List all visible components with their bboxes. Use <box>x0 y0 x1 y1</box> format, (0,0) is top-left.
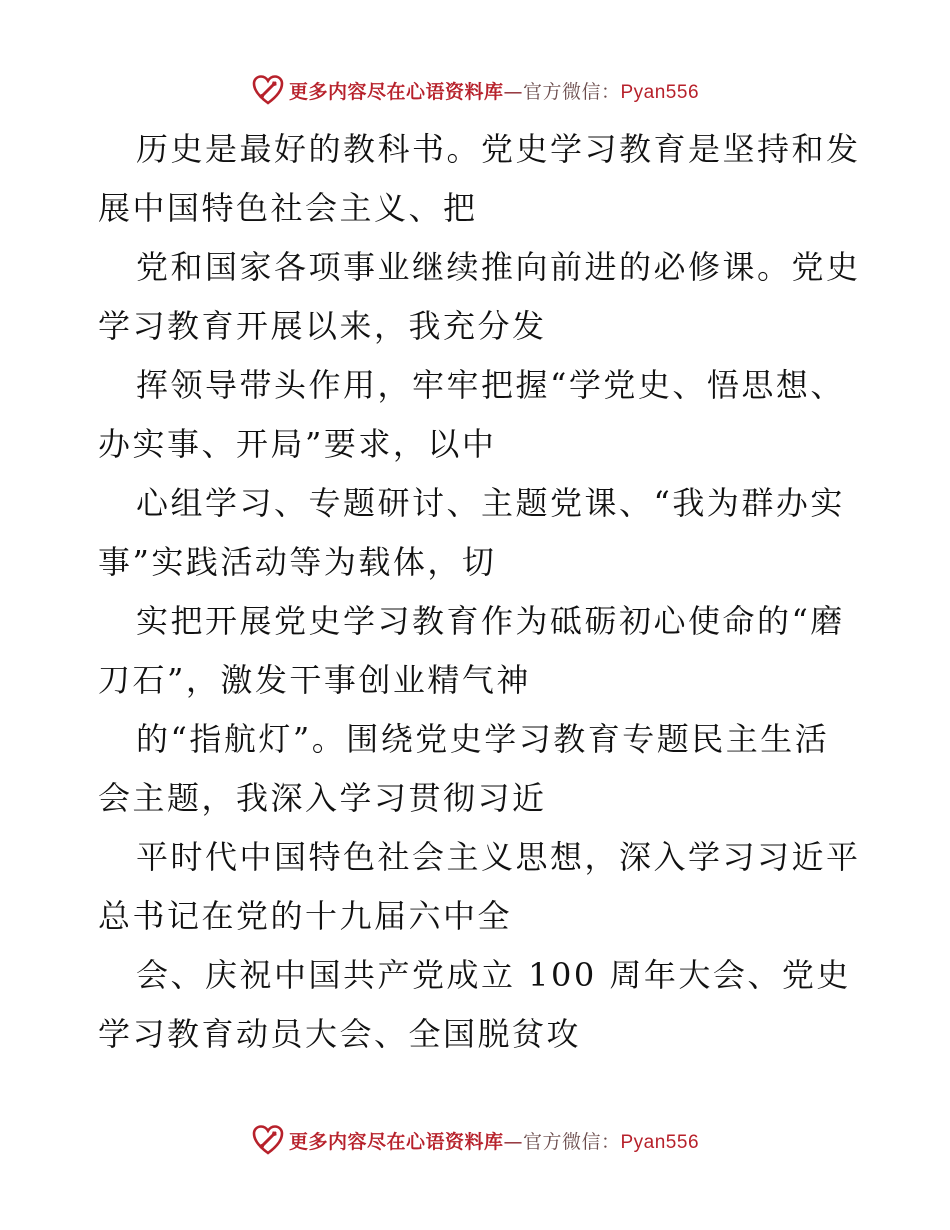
paragraph-line: 会主题，我深入学习贯彻习近 <box>98 779 547 817</box>
paragraph-line: 学习教育动员大会、全国脱贫攻 <box>98 1015 582 1053</box>
wechat-id: Pyan556 <box>620 1131 700 1153</box>
paragraph-line: 挥领导带头作用，牢牢把握“学党史、悟思想、 <box>136 366 845 404</box>
wechat-label: 官方微信： <box>522 80 621 103</box>
header-banner <box>0 70 950 110</box>
separator: — <box>503 80 523 103</box>
paragraph-line: 心组学习、专题研讨、主题党课、“我为群办实 <box>136 484 845 522</box>
site-name: 更多内容尽在心语资料库 <box>288 80 504 103</box>
paragraph-line: 会、庆祝中国共产党成立 100 周年大会、党史 <box>136 956 851 994</box>
site-name: 更多内容尽在心语资料库 <box>288 1130 504 1153</box>
heart-pen-logo-icon <box>251 1123 285 1157</box>
paragraph-line: 展中国特色社会主义、把 <box>98 189 478 227</box>
paragraph <box>98 710 858 828</box>
heart-pen-logo-icon <box>251 73 285 107</box>
separator: — <box>503 1130 523 1153</box>
wechat-id: Pyan556 <box>620 81 700 103</box>
footer-banner-text <box>289 1127 699 1154</box>
paragraph-line: 实把开展党史学习教育作为砥砺初心使命的“磨 <box>136 602 845 640</box>
paragraph <box>98 592 858 710</box>
paragraph <box>98 238 861 356</box>
paragraph-line: 办实事、开局”要求，以中 <box>98 425 497 463</box>
paragraph-line: 学习教育开展以来，我充分发 <box>98 307 547 345</box>
paragraph-line: 刀石”，激发干事创业精气神 <box>98 661 531 699</box>
document-body <box>98 120 861 1064</box>
footer-banner <box>0 1120 950 1160</box>
paragraph-line: 平时代中国特色社会主义思想，深入学习习近平 <box>136 838 861 876</box>
wechat-label: 官方微信： <box>522 1130 621 1153</box>
paragraph <box>98 356 858 474</box>
paragraph-line: 总书记在党的十九届六中全 <box>98 897 513 935</box>
paragraph-line: 事”实践活动等为载体，切 <box>98 543 497 581</box>
paragraph <box>98 120 861 238</box>
paragraph-line: 党和国家各项事业继续推向前进的必修课。党史 <box>136 248 861 286</box>
paragraph-line: 的“指航灯”。围绕党史学习教育专题民主生活 <box>136 720 830 758</box>
paragraph-line: 历史是最好的教科书。党史学习教育是坚持和发 <box>136 130 861 168</box>
paragraph <box>98 946 858 1064</box>
paragraph <box>98 474 858 592</box>
paragraph <box>98 828 861 946</box>
header-banner-text <box>289 77 699 104</box>
